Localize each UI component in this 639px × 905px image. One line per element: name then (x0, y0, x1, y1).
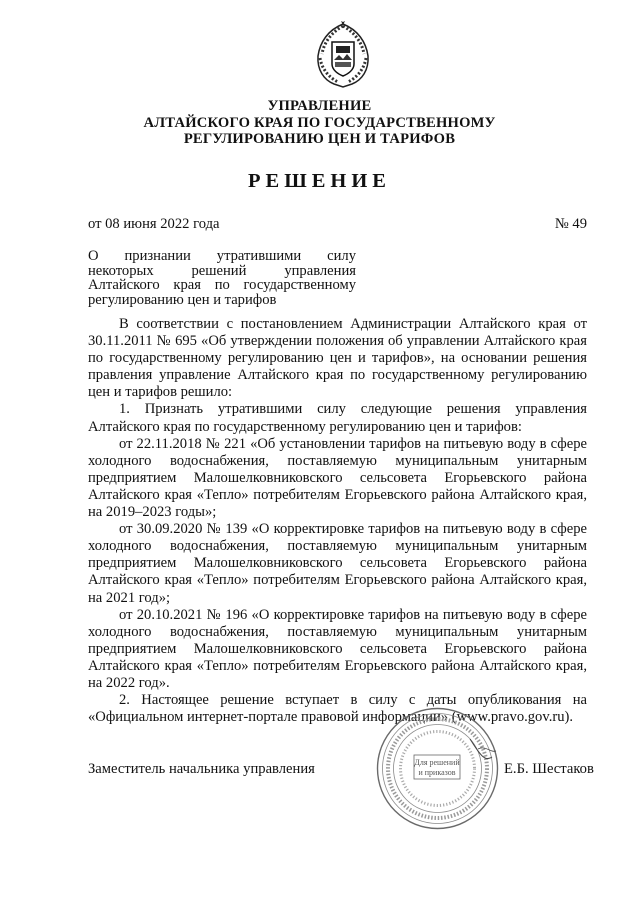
coat-of-arms-icon (308, 20, 378, 90)
body-paragraph: от 30.09.2020 № 139 «О корректировке тарифов на питьевую воду в сфере холодного водоснабжения, поставляемую муниципальным унитарным предприятием Малошелковниковского сельсовета Егорьевского района Алтайского края «Тепло» потребителям Егорьевского района Алтайского края, на 2021 год»; (88, 521, 587, 606)
organization-name (0, 98, 639, 148)
org-line: РЕГУЛИРОВАНИЮ ЦЕН И ТАРИФОВ (183, 131, 456, 147)
signatory-position: Заместитель начальника управления (88, 761, 315, 777)
org-line: АЛТАЙСКОГО КРАЯ ПО ГОСУДАРСТВЕННОМУ (143, 114, 496, 131)
official-stamp (374, 705, 501, 832)
document-type-title: РЕШЕНИЕ (248, 170, 391, 192)
document-body (88, 316, 587, 726)
signatory-name: Е.Б. Шестаков (504, 761, 594, 777)
body-paragraph: 1. Признать утратившими силу следующие решения управления Алтайского края по государственному регулированию цен и тарифов: (88, 401, 587, 435)
org-line: УПРАВЛЕНИЕ (267, 98, 372, 114)
document-date: от 08 июня 2022 года (88, 216, 220, 232)
body-paragraph: 2. Настоящее решение вступает в силу с даты опубликования на «Официальном интернет-портале правовой информации» (www.pravo.gov.ru). (88, 692, 587, 726)
document-number: № 49 (554, 216, 587, 232)
document-subject: О признании утратившими силу некоторых решений управления Алтайского края по государственному регулированию цен и тарифов (88, 248, 356, 308)
body-paragraph: В соответствии с постановлением Администрации Алтайского края от 30.11.2011 № 695 «Об утверждении положения об управлении Алтайского края по государственному регулированию цен и тарифов», на основании решения правления управление Алтайского края по государственному регулированию цен и тарифов решило: (88, 316, 587, 401)
body-paragraph: от 20.10.2021 № 196 «О корректировке тарифов на питьевую воду в сфере холодного водоснабжения, поставляемую муниципальным унитарным предприятием Малошелковниковского сельсовета Егорьевского района Алтайского края «Тепло» потребителям Егорьевского района Алтайского края, на 2022 год». (88, 606, 587, 691)
body-paragraph: от 22.11.2018 № 221 «Об установлении тарифов на питьевую воду в сфере холодного водоснабжения, поставляемую муниципальным унитарным предприятием Малошелковниковского сельсовета Егорьевского района Алтайского края «Тепло» потребителям Егорьевского района Алтайского края, на 2019–2023 годы»; (88, 435, 587, 521)
stamp-text: Для решений (414, 758, 460, 767)
stamp-text: и приказов (418, 768, 456, 777)
